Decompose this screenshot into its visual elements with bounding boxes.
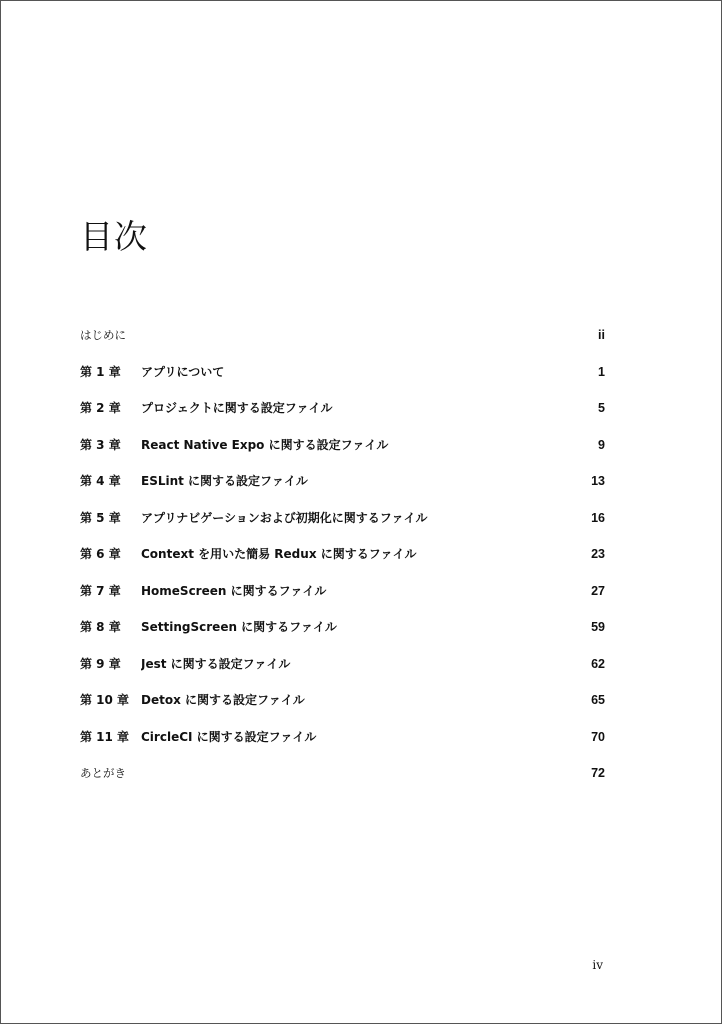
toc-entry-chapter-6[interactable] <box>80 545 605 582</box>
toc-entry-chapter-9[interactable] <box>80 655 605 692</box>
toc-entry-chapter-5[interactable] <box>80 509 605 546</box>
toc-entry-page: 72 <box>591 766 605 780</box>
toc-entry-number: 第 8 章 <box>80 620 121 634</box>
toc-entry-number: 第 6 章 <box>80 547 121 561</box>
toc-entry-afterword[interactable] <box>80 764 605 801</box>
toc-entry-number: 第 10 章 <box>80 693 130 707</box>
toc-entry-page: 70 <box>591 729 605 744</box>
toc-entry-chapter-1[interactable] <box>80 363 605 400</box>
toc-entry-number: 第 3 章 <box>80 437 121 452</box>
toc-entry-number: 第 5 章 <box>80 510 121 525</box>
toc-entry-label: Detox に関する設定ファイル <box>141 693 305 707</box>
toc-entry-page: 5 <box>598 401 605 415</box>
toc-entry-page: 59 <box>591 620 605 634</box>
toc-entry-page: 9 <box>598 437 605 452</box>
toc-entry-chapter-10[interactable] <box>80 691 605 728</box>
toc-entry-page: 65 <box>591 693 605 707</box>
toc-entry-label: React Native Expo に関する設定ファイル <box>141 437 389 452</box>
toc-entry-page: 13 <box>591 474 605 488</box>
toc-entry-page: 16 <box>591 510 605 525</box>
toc-entry-label: CircleCI に関する設定ファイル <box>141 729 317 744</box>
toc-entry-label: SettingScreen に関するファイル <box>141 620 337 634</box>
toc-entry-number: 第 7 章 <box>80 583 121 598</box>
toc-entry-chapter-8[interactable] <box>80 618 605 655</box>
toc-entry-chapter-11[interactable] <box>80 728 605 765</box>
toc-entry-chapter-7[interactable] <box>80 582 605 619</box>
toc-entry-page: 62 <box>591 656 605 671</box>
toc-entry-label: はじめに <box>80 328 126 342</box>
toc-entry-page: 1 <box>598 364 605 379</box>
toc-entry-chapter-2[interactable] <box>80 399 605 436</box>
table-of-contents <box>80 326 605 801</box>
page-number: iv <box>592 958 603 972</box>
toc-entry-label: あとがき <box>80 766 126 780</box>
toc-entry-page: 23 <box>591 547 605 561</box>
toc-entry-label: Jest に関する設定ファイル <box>141 656 291 671</box>
toc-entry-label: アプリについて <box>141 364 225 379</box>
toc-entry-number: 第 1 章 <box>80 364 121 379</box>
toc-entry-label: Context を用いた簡易 Redux に関するファイル <box>141 547 417 561</box>
toc-entry-number: 第 4 章 <box>80 474 121 488</box>
toc-entry-preface[interactable] <box>80 326 605 363</box>
toc-entry-number: 第 11 章 <box>80 729 130 744</box>
toc-entry-label: プロジェクトに関する設定ファイル <box>141 401 333 415</box>
toc-entry-page: 27 <box>591 583 605 598</box>
toc-entry-label: アプリナビゲーションおよび初期化に関するファイル <box>141 510 428 525</box>
toc-entry-number: 第 2 章 <box>80 401 121 415</box>
toc-entry-page: ii <box>598 328 605 342</box>
page-title: 目次 <box>80 217 148 256</box>
toc-entry-number: 第 9 章 <box>80 656 121 671</box>
toc-entry-chapter-3[interactable] <box>80 436 605 473</box>
toc-entry-label: HomeScreen に関するファイル <box>141 583 327 598</box>
toc-entry-label: ESLint に関する設定ファイル <box>141 474 308 488</box>
toc-entry-chapter-4[interactable] <box>80 472 605 509</box>
